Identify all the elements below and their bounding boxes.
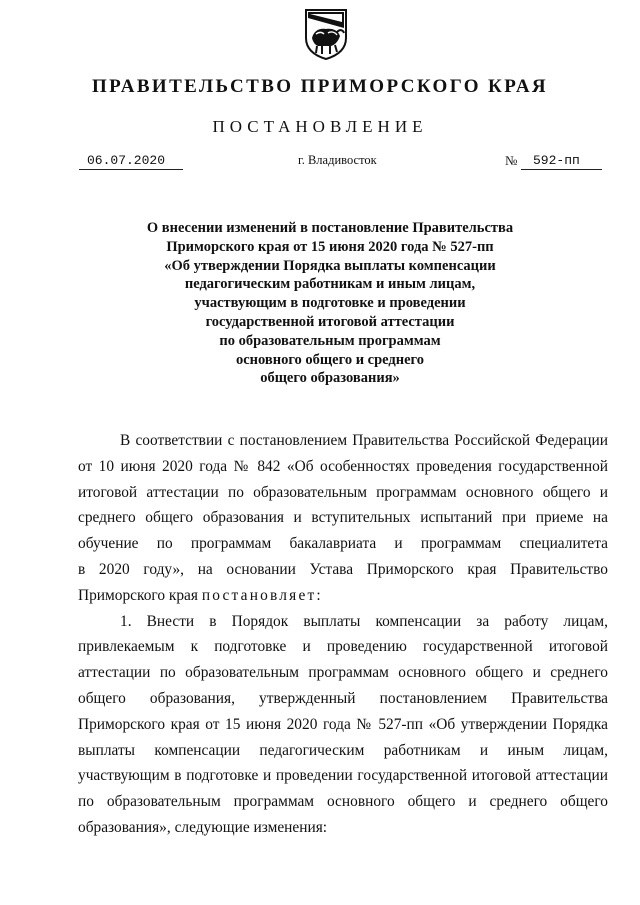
document-number: 592-пп <box>521 152 602 170</box>
document-number-block <box>505 152 602 169</box>
number-sign: № <box>505 153 518 168</box>
body-line: по образовательным программам основного общего и среднего общего <box>78 793 608 811</box>
body-line: в 2020 году», на основании Устава Приморского края Правительство <box>78 560 608 578</box>
heading-line: педагогическим работникам и иным лицам, <box>184 276 476 293</box>
heading-line: Приморского края от 15 июня 2020 года № 527-пп <box>166 238 494 255</box>
body-line: от 10 июня 2020 года № 842 «Об особенностях проведения государственной <box>78 457 608 475</box>
body-line: 1. Внести в Порядок выплаты компенсации за работу лицам, <box>120 612 608 630</box>
body-line: участвующим в подготовке и проведении государственной итоговой аттестации <box>78 767 608 785</box>
body-line: выплаты компенсации педагогическим работникам и иным лицам, <box>78 741 608 759</box>
document-body <box>78 428 608 841</box>
document-city: г. Владивосток <box>298 153 377 167</box>
body-text-fragment: Приморского края <box>78 586 202 604</box>
government-title: ПРАВИТЕЛЬСТВО ПРИМОРСКОГО КРАЯ <box>91 76 549 97</box>
body-line: обучение по программам бакалавриата и программам специалитета <box>78 535 608 553</box>
heading-line: «Об утверждении Порядка выплаты компенсации <box>164 257 496 274</box>
body-line: среднего общего образования и вступительных испытаний при приеме на <box>78 509 608 527</box>
primorsky-coat-of-arms-icon <box>304 8 348 60</box>
heading-line: государственной итоговой аттестации <box>205 313 455 330</box>
document-type: ПОСТАНОВЛЕНИЕ <box>212 117 428 136</box>
heading-line: основного общего и среднего <box>235 351 425 368</box>
resolution-word: постановляет <box>201 586 317 604</box>
body-line: образования», следующие изменения: <box>78 818 328 836</box>
heading-line: по образовательным программам <box>219 332 441 349</box>
document-heading <box>120 219 540 388</box>
body-line: итоговой аттестации по образовательным программам основного общего и <box>78 483 608 501</box>
heading-line: участвующим в подготовке и проведении <box>194 295 466 312</box>
body-text-fragment: : <box>316 586 321 604</box>
body-line <box>78 583 608 609</box>
body-line: аттестации по образовательным программам основного общего и среднего <box>78 664 608 682</box>
heading-line: О внесении изменений в постановление Правительства <box>146 220 514 236</box>
body-line: Приморского края от 15 июня 2020 года № 527-пп «Об утверждении Порядка <box>78 715 608 733</box>
body-line: привлекаемым к подготовке и проведению государственной итоговой <box>78 638 608 656</box>
body-line: общего образования, утвержденный постановлением Правительства <box>78 689 608 707</box>
document-date: 06.07.2020 <box>79 152 183 170</box>
heading-line: общего образования» <box>260 370 400 387</box>
body-line: В соответствии с постановлением Правительства Российской Федерации <box>120 432 608 449</box>
